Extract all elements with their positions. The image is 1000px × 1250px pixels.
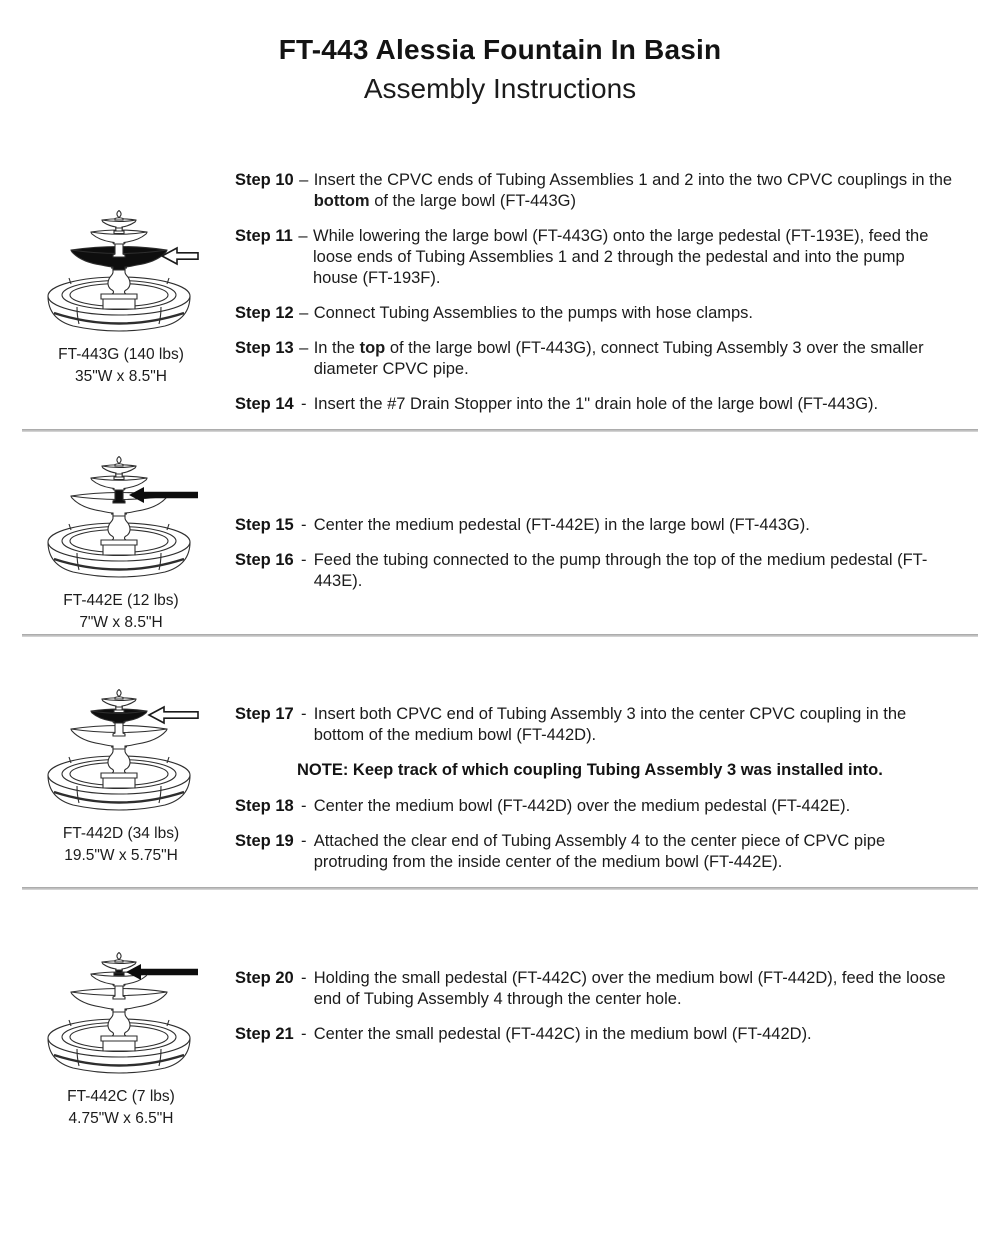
- fountain-figure: [35, 689, 235, 867]
- step-text: Connect Tubing Assemblies to the pumps with hose clamps.: [313, 304, 754, 322]
- finial: [115, 953, 123, 963]
- pointer-arrow-icon: [126, 964, 198, 980]
- figure-caption: [41, 590, 201, 634]
- step-label: Step 10: [235, 171, 294, 189]
- page-title: FT-443 Alessia Fountain In Basin: [278, 34, 722, 65]
- step-item: [235, 968, 953, 1010]
- finial: [115, 690, 123, 700]
- steps-list: [235, 890, 953, 1059]
- figure-caption: [41, 1086, 201, 1130]
- pedestal-base: [101, 1036, 137, 1051]
- step-label: Step 16: [235, 551, 294, 569]
- pedestal-base: [101, 773, 137, 788]
- step-label: Step 11: [235, 227, 293, 245]
- finial: [115, 211, 123, 221]
- step-text: Holding the small pedestal (FT-442C) over the medium bowl (FT-442D), feed the loose end of Tubing Assembly 4 through the center hole.: [313, 969, 946, 1008]
- step-item: [235, 1024, 953, 1045]
- assembly-section-1: [35, 170, 965, 429]
- step-label: Step 21: [235, 1025, 294, 1043]
- step-text: In the top of the large bowl (FT-443G), connect Tubing Assembly 3 over the smaller diameter CPVC pipe.: [313, 339, 924, 378]
- step-text: Center the medium bowl (FT-442D) over the medium pedestal (FT-442E).: [313, 797, 851, 815]
- large-pedestal: [108, 268, 130, 294]
- step-dash: -: [300, 551, 307, 569]
- step-dash: -: [300, 969, 307, 987]
- page-subtitle: Assembly Instructions: [363, 73, 637, 104]
- step-item: [235, 515, 953, 536]
- fountain-figure: [35, 952, 235, 1130]
- large-pedestal: [108, 514, 130, 540]
- step-dash: –: [298, 227, 308, 245]
- step-label: Step 20: [235, 969, 294, 987]
- step-dash: -: [300, 516, 307, 534]
- steps-list: [235, 432, 953, 606]
- page-header: [35, 30, 965, 108]
- step-label: Step 15: [235, 516, 294, 534]
- step-label: Step 17: [235, 705, 294, 723]
- part-dimensions: 35"W x 8.5"H: [75, 368, 167, 385]
- pointer-arrow-icon: [149, 707, 198, 723]
- large-pedestal: [108, 1010, 130, 1036]
- step-dash: –: [299, 304, 309, 322]
- fountain-diagram: [41, 210, 201, 340]
- step-item: [235, 394, 953, 415]
- part-number: FT-442E (12 lbs): [63, 592, 179, 609]
- fountain-diagram: [41, 689, 201, 819]
- step-dash: -: [300, 395, 307, 413]
- step-text: Insert the CPVC ends of Tubing Assemblies 1 and 2 into the two CPVC couplings in the bottom of the large bowl (FT-443G): [313, 171, 953, 210]
- finial: [115, 457, 123, 467]
- step-item: [235, 831, 953, 873]
- step-dash: –: [299, 171, 309, 189]
- part-number: FT-442D (34 lbs): [62, 825, 180, 842]
- step-label: Step 19: [235, 832, 294, 850]
- part-dimensions: 4.75"W x 6.5"H: [68, 1110, 174, 1127]
- part-number: FT-442C (7 lbs): [67, 1088, 175, 1105]
- step-label: Step 12: [235, 304, 294, 322]
- step-label: Step 13: [235, 339, 294, 357]
- step-item: [235, 170, 953, 212]
- step-item: [235, 550, 953, 592]
- step-label: Step 14: [235, 395, 294, 413]
- step-item: [235, 796, 953, 817]
- fountain-figure: [35, 210, 235, 388]
- step-text: Feed the tubing connected to the pump through the top of the medium pedestal (FT-443E).: [313, 551, 928, 590]
- fountain-diagram: [41, 952, 201, 1082]
- assembly-section-3: [35, 637, 965, 887]
- step-dash: -: [300, 832, 307, 850]
- step-text: Insert the #7 Drain Stopper into the 1" drain hole of the large bowl (FT-443G).: [313, 395, 879, 413]
- step-dash: -: [300, 705, 307, 723]
- steps-list: [235, 170, 953, 429]
- part-dimensions: 7"W x 8.5"H: [79, 614, 163, 631]
- step-dash: –: [299, 339, 309, 357]
- step-item: [235, 303, 953, 324]
- part-number: FT-443G (140 lbs): [58, 346, 184, 363]
- figure-caption: [41, 344, 201, 388]
- large-pedestal: [108, 747, 130, 773]
- fountain-diagram: [41, 456, 201, 586]
- step-text: Center the small pedestal (FT-442C) in the medium bowl (FT-442D).: [313, 1025, 812, 1043]
- steps-list: [235, 637, 953, 887]
- step-text: While lowering the large bowl (FT-443G) onto the large pedestal (FT-193E), feed the loose ends of Tubing Assemblies 1 and 2 through the pedestal and into the pump house (FT-193F).: [313, 227, 929, 287]
- step-label: Step 18: [235, 797, 294, 815]
- step-item: [235, 226, 953, 289]
- assembly-section-4: [35, 890, 965, 1130]
- pedestal-base: [101, 294, 137, 309]
- step-item: [235, 704, 953, 746]
- step-text: Attached the clear end of Tubing Assembly 4 to the center piece of CPVC pipe protruding from the inside center of the medium bowl (FT-442E).: [313, 832, 886, 871]
- pedestal-base: [101, 540, 137, 555]
- step-item: [235, 338, 953, 380]
- note-text: NOTE: Keep track of which coupling Tubing Assembly 3 was installed into.: [297, 761, 883, 779]
- step-dash: -: [300, 797, 307, 815]
- fountain-figure: [35, 456, 235, 634]
- step-text: Insert both CPVC end of Tubing Assembly 3 into the center CPVC coupling in the bottom of the medium bowl (FT-442D).: [313, 705, 907, 744]
- step-dash: -: [300, 1025, 307, 1043]
- assembly-section-2: [35, 432, 965, 634]
- figure-caption: [41, 823, 201, 867]
- part-dimensions: 19.5"W x 5.75"H: [64, 847, 178, 864]
- step-text: Center the medium pedestal (FT-442E) in the large bowl (FT-443G).: [313, 516, 810, 534]
